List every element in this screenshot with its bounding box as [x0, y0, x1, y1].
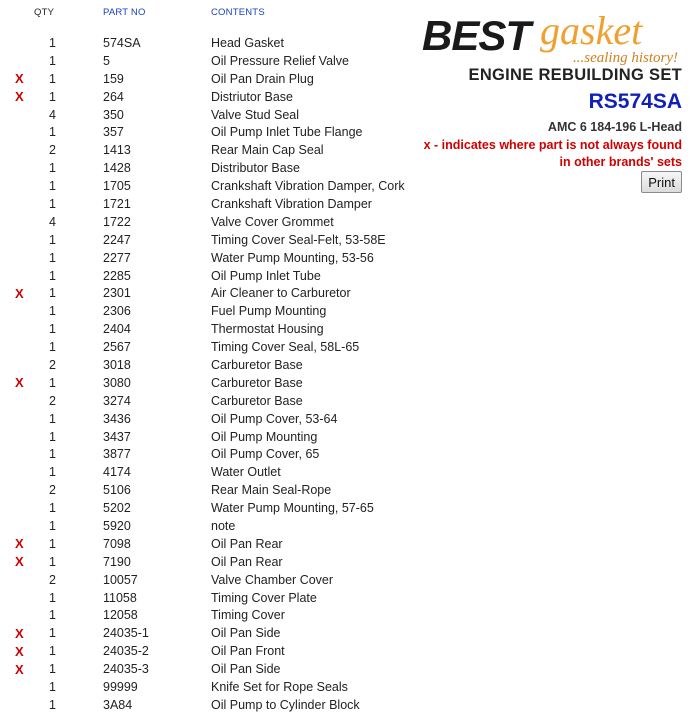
exclusive-part-marker	[0, 267, 49, 285]
parts-table-body	[0, 34, 410, 714]
contents-cell: Head Gasket	[211, 35, 284, 50]
exclusive-part-marker	[0, 195, 49, 213]
contents-cell: Oil Pressure Relief Valve	[211, 53, 350, 68]
table-row	[0, 535, 410, 553]
table-row	[0, 159, 410, 177]
part-number-cell: 1722	[103, 214, 131, 229]
part-number-cell: 7098	[103, 536, 131, 551]
contents-cell: Timing Cover	[211, 608, 285, 623]
qty-cell: 1	[49, 304, 56, 319]
part-number-cell: 3877	[103, 447, 131, 462]
contents-cell: Thermostat Housing	[211, 322, 324, 337]
contents-cell: Oil Pump to Cylinder Block	[211, 697, 360, 712]
qty-cell: 1	[49, 196, 56, 211]
qty-cell: 1	[49, 554, 56, 569]
part-number-cell: 5920	[103, 518, 131, 533]
table-row	[0, 106, 410, 124]
logo-best-text: BEST	[422, 12, 531, 59]
contents-cell: Oil Pump Cover, 65	[211, 447, 320, 462]
qty-cell: 1	[49, 501, 56, 516]
table-row	[0, 517, 410, 535]
table-row	[0, 141, 410, 159]
table-row	[0, 589, 410, 607]
table-row	[0, 428, 410, 446]
exclusive-part-marker: X	[15, 536, 24, 552]
exclusive-part-marker	[0, 213, 49, 231]
contents-cell: Rear Main Cap Seal	[211, 143, 324, 158]
contents-cell: Oil Pump Inlet Tube Flange	[211, 125, 363, 140]
contents-cell: Timing Cover Seal, 58L-65	[211, 340, 360, 355]
part-number-cell: 2567	[103, 340, 131, 355]
table-row	[0, 320, 410, 338]
part-number-cell: 2301	[103, 286, 131, 301]
part-number-cell: 24035-3	[103, 662, 149, 677]
part-number-cell: 99999	[103, 680, 138, 694]
part-number-cell: 2285	[103, 268, 131, 283]
part-number-cell: 2306	[103, 304, 131, 319]
exclusive-part-marker	[0, 571, 49, 589]
logo-graphic	[420, 8, 682, 66]
table-row	[0, 410, 410, 428]
qty-cell: 1	[49, 340, 56, 355]
exclusive-part-marker	[0, 34, 49, 52]
part-number-cell: 24035-2	[103, 644, 149, 659]
logo-gasket-text: gasket	[540, 8, 643, 53]
part-number-cell: 4174	[103, 465, 131, 480]
exclusive-part-marker	[0, 499, 49, 517]
table-row	[0, 88, 410, 106]
part-number-cell: 264	[103, 89, 124, 104]
table-row	[0, 374, 410, 392]
part-number-cell: 2277	[103, 250, 131, 265]
part-number-cell: 24035-1	[103, 626, 149, 641]
exclusive-part-marker	[0, 177, 49, 195]
part-number-cell: 11058	[103, 590, 137, 605]
part-number-cell: 1413	[103, 143, 131, 158]
exclusive-part-marker	[0, 302, 49, 320]
part-number-cell: 357	[103, 125, 124, 140]
qty-cell: 2	[49, 143, 56, 158]
exclusive-part-marker: X	[15, 554, 24, 570]
part-number-cell: 159	[103, 71, 124, 86]
contents-cell: Valve Stud Seal	[211, 107, 300, 122]
column-header-contents: CONTENTS	[211, 6, 265, 18]
part-number-cell: 5	[103, 53, 110, 68]
contents-cell: Carburetor Base	[211, 375, 303, 390]
exclusive-part-marker: X	[15, 89, 24, 105]
contents-cell: Valve Chamber Cover	[211, 572, 334, 587]
contents-cell: Oil Pan Front	[211, 644, 285, 659]
exclusive-part-marker	[0, 356, 49, 374]
qty-cell: 1	[49, 125, 56, 140]
qty-cell: 1	[49, 465, 56, 480]
qty-cell: 1	[49, 232, 56, 247]
qty-cell: 1	[49, 590, 56, 605]
qty-cell: 2	[49, 393, 56, 408]
table-header-row	[0, 0, 410, 24]
qty-cell: 1	[49, 161, 56, 176]
table-row	[0, 70, 410, 88]
logo-tagline: ...sealing history!	[573, 50, 678, 66]
exclusive-part-marker	[0, 445, 49, 463]
contents-cell: note	[211, 518, 236, 533]
table-row	[0, 195, 410, 213]
table-row	[0, 213, 410, 231]
exclusive-part-marker	[0, 392, 49, 410]
contents-cell: Valve Cover Grommet	[211, 214, 334, 229]
table-row	[0, 123, 410, 141]
qty-cell: 1	[49, 375, 56, 390]
part-number-cell: 2247	[103, 232, 131, 247]
exclusive-part-marker	[0, 678, 49, 696]
exclusive-part-marker	[0, 589, 49, 607]
part-number-cell: 1721	[103, 196, 131, 211]
table-row	[0, 678, 410, 696]
part-number-cell: 1428	[103, 161, 131, 176]
exclusive-part-marker: X	[15, 71, 24, 87]
table-row	[0, 607, 410, 625]
exclusive-part-marker	[0, 52, 49, 70]
exclusive-part-marker	[0, 607, 49, 625]
part-number-cell: 3080	[103, 375, 131, 390]
part-number-cell: 2404	[103, 322, 131, 337]
table-row	[0, 571, 410, 589]
table-row	[0, 249, 410, 267]
qty-cell: 1	[49, 286, 56, 301]
contents-cell: Rear Main Seal-Rope	[211, 483, 332, 498]
qty-cell: 1	[49, 429, 56, 444]
qty-cell: 1	[49, 608, 56, 623]
table-row	[0, 553, 410, 571]
exclusive-part-marker	[0, 141, 49, 159]
contents-cell: Water Outlet	[211, 465, 281, 480]
qty-cell: 4	[49, 214, 56, 229]
qty-cell: 1	[49, 518, 56, 533]
part-number-cell: 3A84	[103, 697, 133, 712]
qty-cell: 1	[49, 268, 56, 283]
contents-cell: Crankshaft Vibration Damper	[211, 196, 372, 211]
qty-cell: 2	[49, 572, 56, 587]
qty-cell: 2	[49, 357, 56, 372]
qty-cell: 1	[49, 447, 56, 462]
contents-cell: Fuel Pump Mounting	[211, 304, 327, 319]
table-row	[0, 481, 410, 499]
table-row	[0, 356, 410, 374]
legend-line-2: in other brands' sets	[559, 155, 682, 169]
table-row	[0, 499, 410, 517]
exclusive-part-marker: X	[15, 375, 24, 391]
table-row	[0, 52, 410, 70]
part-number-cell: 3018	[103, 357, 131, 372]
contents-cell: Timing Cover Plate	[211, 590, 317, 605]
contents-cell: Distributor Base	[211, 161, 300, 176]
contents-cell: Carburetor Base	[211, 393, 303, 408]
exclusive-part-marker	[0, 320, 49, 338]
exclusive-part-marker	[0, 463, 49, 481]
table-row	[0, 267, 410, 285]
set-number: RS574SA	[588, 90, 682, 113]
exclusive-part-marker	[0, 231, 49, 249]
part-number-cell: 5202	[103, 501, 131, 516]
part-number-cell: 3436	[103, 411, 131, 426]
qty-cell: 1	[49, 35, 56, 50]
qty-cell: 2	[49, 483, 56, 498]
table-row	[0, 445, 410, 463]
qty-cell: 1	[49, 662, 56, 677]
exclusive-part-marker	[0, 106, 49, 124]
set-title: ENGINE REBUILDING SET	[468, 66, 682, 84]
qty-cell: 1	[49, 179, 56, 194]
qty-cell: 1	[49, 697, 56, 712]
table-row	[0, 660, 410, 678]
contents-cell: Water Pump Mounting, 57-65	[211, 501, 374, 516]
exclusive-part-marker	[0, 249, 49, 267]
contents-cell: Oil Pump Cover, 53-64	[211, 411, 338, 426]
contents-cell: Water Pump Mounting, 53-56	[211, 250, 374, 265]
part-number-cell: 12058	[103, 608, 138, 623]
qty-cell: 1	[49, 536, 56, 551]
qty-cell: 1	[49, 644, 56, 659]
qty-cell: 1	[49, 89, 56, 104]
table-row	[0, 624, 410, 642]
exclusive-part-marker	[0, 517, 49, 535]
qty-cell: 1	[49, 71, 56, 86]
contents-cell: Knife Set for Rope Seals	[211, 680, 348, 694]
qty-cell: 1	[49, 53, 56, 68]
qty-cell: 1	[49, 680, 56, 694]
qty-cell: 4	[49, 107, 56, 122]
header-spacer	[0, 24, 410, 34]
exclusive-part-marker	[0, 410, 49, 428]
table-row	[0, 284, 410, 302]
exclusive-part-marker	[0, 123, 49, 141]
contents-cell: Air Cleaner to Carburetor	[211, 286, 351, 301]
column-header-part-no: PART NO	[103, 6, 146, 18]
application-text: AMC 6 184-196 L-Head	[547, 120, 682, 134]
table-row	[0, 642, 410, 660]
contents-cell: Oil Pan Rear	[211, 554, 283, 569]
exclusive-part-marker	[0, 159, 49, 177]
print-button[interactable]: Print	[641, 171, 682, 193]
exclusive-part-marker: X	[15, 643, 24, 659]
part-number-cell: 10057	[103, 572, 138, 587]
exclusive-part-marker	[0, 696, 49, 714]
exclusive-part-marker: X	[15, 661, 24, 677]
part-number-cell: 1705	[103, 179, 131, 194]
table-row	[0, 302, 410, 320]
contents-cell: Distriutor Base	[211, 89, 293, 104]
exclusive-parts-legend	[424, 137, 682, 171]
exclusive-part-marker: X	[15, 625, 24, 641]
table-row	[0, 463, 410, 481]
qty-cell: 1	[49, 411, 56, 426]
best-gasket-logo	[420, 8, 682, 66]
table-row	[0, 231, 410, 249]
contents-cell: Oil Pan Side	[211, 662, 281, 677]
part-number-cell: 3437	[103, 429, 131, 444]
contents-cell: Timing Cover Seal-Felt, 53-58E	[211, 232, 386, 247]
contents-cell: Oil Pan Rear	[211, 536, 283, 551]
part-number-cell: 574SA	[103, 35, 141, 50]
contents-cell: Oil Pan Drain Plug	[211, 71, 314, 86]
table-row	[0, 696, 410, 714]
table-row	[0, 392, 410, 410]
exclusive-part-marker	[0, 338, 49, 356]
contents-cell: Crankshaft Vibration Damper, Cork	[211, 179, 405, 194]
part-number-cell: 3274	[103, 393, 131, 408]
exclusive-part-marker	[0, 481, 49, 499]
table-row	[0, 177, 410, 195]
part-number-cell: 5106	[103, 483, 131, 498]
qty-cell: 1	[49, 250, 56, 265]
contents-cell: Oil Pan Side	[211, 626, 281, 641]
exclusive-part-marker: X	[15, 285, 24, 301]
legend-line-1: x - indicates where part is not always found	[423, 138, 682, 152]
qty-cell: 1	[49, 626, 56, 641]
contents-cell: Oil Pump Mounting	[211, 429, 318, 444]
contents-cell: Oil Pump Inlet Tube	[211, 268, 321, 283]
qty-cell: 1	[49, 322, 56, 337]
part-number-cell: 7190	[103, 554, 131, 569]
part-number-cell: 350	[103, 107, 124, 122]
exclusive-part-marker	[0, 428, 49, 446]
contents-cell: Carburetor Base	[211, 357, 303, 372]
table-row	[0, 34, 410, 52]
table-row	[0, 338, 410, 356]
column-header-qty: QTY	[34, 6, 55, 18]
